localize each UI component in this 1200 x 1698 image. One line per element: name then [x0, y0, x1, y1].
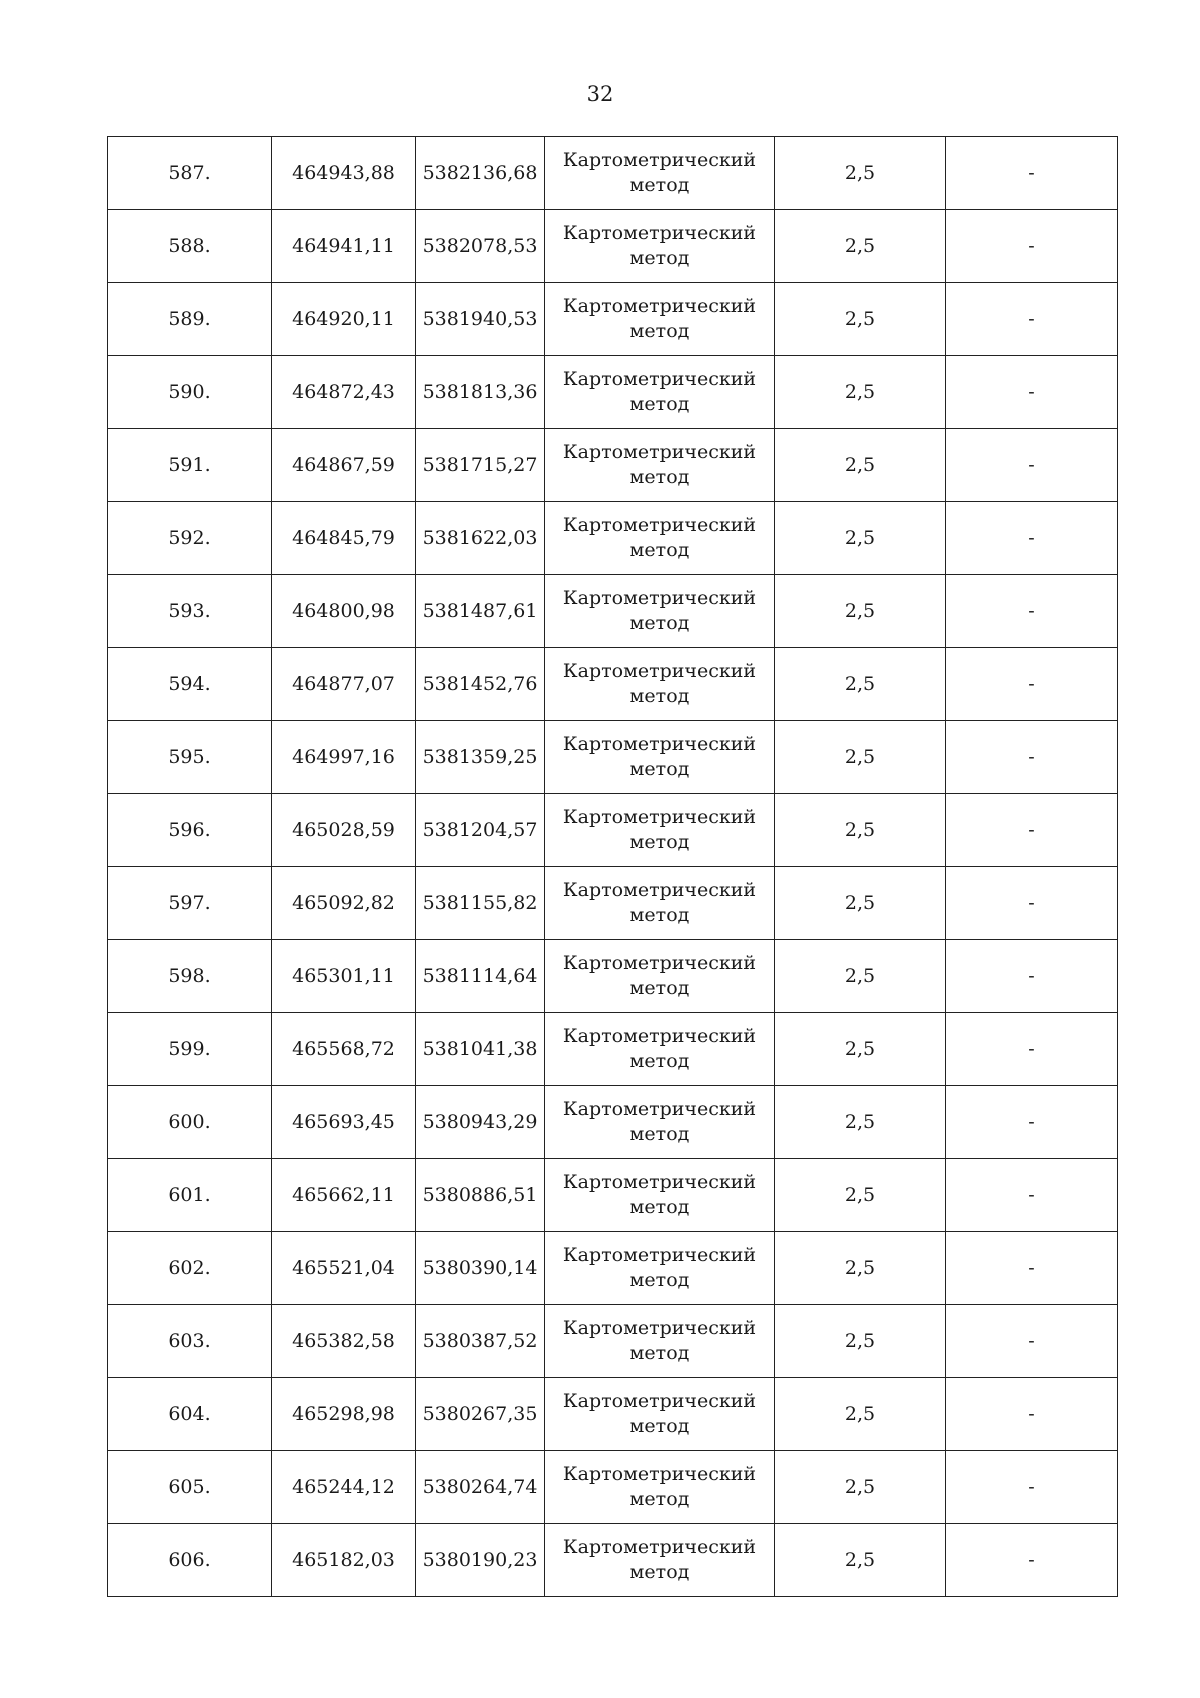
point-number-cell: 601. — [108, 1159, 272, 1232]
table-row — [108, 940, 1118, 1013]
note-cell: - — [946, 721, 1118, 794]
coordinates-table — [107, 136, 1118, 1597]
method-line-2: метод — [629, 393, 690, 415]
note-cell: - — [946, 648, 1118, 721]
y-coordinate-cell: 5381622,03 — [416, 502, 545, 575]
method-line-2: метод — [629, 1123, 690, 1145]
point-number-cell: 594. — [108, 648, 272, 721]
x-coordinate-cell: 464800,98 — [272, 575, 416, 648]
method-cell — [545, 210, 775, 283]
method-cell — [545, 648, 775, 721]
method-line-2: метод — [629, 685, 690, 707]
point-number-cell: 602. — [108, 1232, 272, 1305]
y-coordinate-cell: 5382136,68 — [416, 137, 545, 210]
point-number-cell: 587. — [108, 137, 272, 210]
y-coordinate-cell: 5381041,38 — [416, 1013, 545, 1086]
point-number-cell: 597. — [108, 867, 272, 940]
method-cell — [545, 1086, 775, 1159]
y-coordinate-cell: 5381114,64 — [416, 940, 545, 1013]
table-row — [108, 356, 1118, 429]
method-line-1: Картометрический — [562, 1463, 757, 1485]
note-cell: - — [946, 867, 1118, 940]
method-cell — [545, 1524, 775, 1597]
accuracy-cell: 2,5 — [775, 1013, 946, 1086]
table-row — [108, 283, 1118, 356]
table-row — [108, 1524, 1118, 1597]
method-line-1: Картометрический — [562, 1390, 757, 1412]
method-cell — [545, 356, 775, 429]
accuracy-cell: 2,5 — [775, 1159, 946, 1232]
method-cell — [545, 1232, 775, 1305]
method-line-1: Картометрический — [562, 806, 757, 828]
point-number-cell: 589. — [108, 283, 272, 356]
method-line-1: Картометрический — [562, 1098, 757, 1120]
note-cell: - — [946, 940, 1118, 1013]
note-cell: - — [946, 210, 1118, 283]
accuracy-cell: 2,5 — [775, 648, 946, 721]
accuracy-cell: 2,5 — [775, 940, 946, 1013]
note-cell: - — [946, 356, 1118, 429]
method-line-1: Картометрический — [562, 1171, 757, 1193]
y-coordinate-cell: 5381940,53 — [416, 283, 545, 356]
table-row — [108, 721, 1118, 794]
x-coordinate-cell: 465521,04 — [272, 1232, 416, 1305]
table-row — [108, 1378, 1118, 1451]
x-coordinate-cell: 464877,07 — [272, 648, 416, 721]
note-cell: - — [946, 429, 1118, 502]
coordinates-table-body — [108, 137, 1118, 1597]
method-line-2: метод — [629, 1561, 690, 1583]
table-row — [108, 137, 1118, 210]
y-coordinate-cell: 5381487,61 — [416, 575, 545, 648]
table-row — [108, 1451, 1118, 1524]
method-line-2: метод — [629, 612, 690, 634]
table-row — [108, 867, 1118, 940]
accuracy-cell: 2,5 — [775, 794, 946, 867]
method-cell — [545, 502, 775, 575]
method-line-2: метод — [629, 539, 690, 561]
point-number-cell: 592. — [108, 502, 272, 575]
method-line-1: Картометрический — [562, 368, 757, 390]
accuracy-cell: 2,5 — [775, 283, 946, 356]
point-number-cell: 598. — [108, 940, 272, 1013]
table-row — [108, 1305, 1118, 1378]
note-cell: - — [946, 1232, 1118, 1305]
accuracy-cell: 2,5 — [775, 1086, 946, 1159]
x-coordinate-cell: 465028,59 — [272, 794, 416, 867]
method-line-2: метод — [629, 1050, 690, 1072]
point-number-cell: 593. — [108, 575, 272, 648]
accuracy-cell: 2,5 — [775, 721, 946, 794]
method-cell — [545, 1013, 775, 1086]
x-coordinate-cell: 465301,11 — [272, 940, 416, 1013]
x-coordinate-cell: 465382,58 — [272, 1305, 416, 1378]
accuracy-cell: 2,5 — [775, 1451, 946, 1524]
method-line-1: Картометрический — [562, 1025, 757, 1047]
x-coordinate-cell: 464941,11 — [272, 210, 416, 283]
method-line-2: метод — [629, 247, 690, 269]
method-cell — [545, 867, 775, 940]
method-line-1: Картометрический — [562, 441, 757, 463]
y-coordinate-cell: 5380190,23 — [416, 1524, 545, 1597]
point-number-cell: 599. — [108, 1013, 272, 1086]
point-number-cell: 591. — [108, 429, 272, 502]
table-row — [108, 575, 1118, 648]
y-coordinate-cell: 5380264,74 — [416, 1451, 545, 1524]
method-line-1: Картометрический — [562, 222, 757, 244]
method-line-1: Картометрический — [562, 587, 757, 609]
method-cell — [545, 429, 775, 502]
accuracy-cell: 2,5 — [775, 1378, 946, 1451]
x-coordinate-cell: 464872,43 — [272, 356, 416, 429]
table-row — [108, 502, 1118, 575]
table-row — [108, 1013, 1118, 1086]
point-number-cell: 604. — [108, 1378, 272, 1451]
method-line-2: метод — [629, 1488, 690, 1510]
note-cell: - — [946, 137, 1118, 210]
note-cell: - — [946, 1305, 1118, 1378]
x-coordinate-cell: 465182,03 — [272, 1524, 416, 1597]
note-cell: - — [946, 1086, 1118, 1159]
y-coordinate-cell: 5381715,27 — [416, 429, 545, 502]
table-row — [108, 794, 1118, 867]
method-line-1: Картометрический — [562, 295, 757, 317]
note-cell: - — [946, 1159, 1118, 1232]
x-coordinate-cell: 464997,16 — [272, 721, 416, 794]
point-number-cell: 606. — [108, 1524, 272, 1597]
method-cell — [545, 721, 775, 794]
method-line-2: метод — [629, 977, 690, 999]
point-number-cell: 600. — [108, 1086, 272, 1159]
note-cell: - — [946, 1451, 1118, 1524]
method-cell — [545, 1305, 775, 1378]
accuracy-cell: 2,5 — [775, 429, 946, 502]
x-coordinate-cell: 465298,98 — [272, 1378, 416, 1451]
method-cell — [545, 137, 775, 210]
y-coordinate-cell: 5380390,14 — [416, 1232, 545, 1305]
y-coordinate-cell: 5380387,52 — [416, 1305, 545, 1378]
accuracy-cell: 2,5 — [775, 356, 946, 429]
method-line-2: метод — [629, 904, 690, 926]
method-line-2: метод — [629, 1342, 690, 1364]
accuracy-cell: 2,5 — [775, 137, 946, 210]
table-row — [108, 210, 1118, 283]
method-line-1: Картометрический — [562, 514, 757, 536]
x-coordinate-cell: 465244,12 — [272, 1451, 416, 1524]
y-coordinate-cell: 5380886,51 — [416, 1159, 545, 1232]
table-row — [108, 648, 1118, 721]
method-line-2: метод — [629, 174, 690, 196]
note-cell: - — [946, 575, 1118, 648]
x-coordinate-cell: 464920,11 — [272, 283, 416, 356]
accuracy-cell: 2,5 — [775, 575, 946, 648]
point-number-cell: 596. — [108, 794, 272, 867]
method-line-2: метод — [629, 1415, 690, 1437]
y-coordinate-cell: 5380943,29 — [416, 1086, 545, 1159]
point-number-cell: 588. — [108, 210, 272, 283]
note-cell: - — [946, 283, 1118, 356]
x-coordinate-cell: 465568,72 — [272, 1013, 416, 1086]
method-line-1: Картометрический — [562, 149, 757, 171]
x-coordinate-cell: 465092,82 — [272, 867, 416, 940]
y-coordinate-cell: 5381813,36 — [416, 356, 545, 429]
method-line-2: метод — [629, 1196, 690, 1218]
y-coordinate-cell: 5381452,76 — [416, 648, 545, 721]
method-line-2: метод — [629, 466, 690, 488]
accuracy-cell: 2,5 — [775, 1305, 946, 1378]
y-coordinate-cell: 5382078,53 — [416, 210, 545, 283]
method-cell — [545, 940, 775, 1013]
table-row — [108, 1232, 1118, 1305]
method-line-2: метод — [629, 758, 690, 780]
y-coordinate-cell: 5380267,35 — [416, 1378, 545, 1451]
point-number-cell: 603. — [108, 1305, 272, 1378]
method-cell — [545, 283, 775, 356]
x-coordinate-cell: 464867,59 — [272, 429, 416, 502]
method-line-2: метод — [629, 831, 690, 853]
note-cell: - — [946, 1013, 1118, 1086]
table-row — [108, 1159, 1118, 1232]
note-cell: - — [946, 1378, 1118, 1451]
point-number-cell: 605. — [108, 1451, 272, 1524]
method-line-1: Картометрический — [562, 1244, 757, 1266]
accuracy-cell: 2,5 — [775, 210, 946, 283]
accuracy-cell: 2,5 — [775, 1232, 946, 1305]
note-cell: - — [946, 502, 1118, 575]
accuracy-cell: 2,5 — [775, 502, 946, 575]
note-cell: - — [946, 794, 1118, 867]
method-line-1: Картометрический — [562, 879, 757, 901]
table-row — [108, 1086, 1118, 1159]
note-cell: - — [946, 1524, 1118, 1597]
x-coordinate-cell: 465693,45 — [272, 1086, 416, 1159]
accuracy-cell: 2,5 — [775, 867, 946, 940]
y-coordinate-cell: 5381155,82 — [416, 867, 545, 940]
x-coordinate-cell: 464845,79 — [272, 502, 416, 575]
method-cell — [545, 1378, 775, 1451]
method-line-1: Картометрический — [562, 952, 757, 974]
table-row — [108, 429, 1118, 502]
x-coordinate-cell: 464943,88 — [272, 137, 416, 210]
method-line-2: метод — [629, 1269, 690, 1291]
method-line-1: Картометрический — [562, 1317, 757, 1339]
x-coordinate-cell: 465662,11 — [272, 1159, 416, 1232]
y-coordinate-cell: 5381204,57 — [416, 794, 545, 867]
method-line-1: Картометрический — [562, 733, 757, 755]
point-number-cell: 595. — [108, 721, 272, 794]
method-line-2: метод — [629, 320, 690, 342]
method-cell — [545, 1451, 775, 1524]
method-cell — [545, 1159, 775, 1232]
point-number-cell: 590. — [108, 356, 272, 429]
method-cell — [545, 575, 775, 648]
method-line-1: Картометрический — [562, 1536, 757, 1558]
y-coordinate-cell: 5381359,25 — [416, 721, 545, 794]
method-cell — [545, 794, 775, 867]
method-line-1: Картометрический — [562, 660, 757, 682]
page-number: 32 — [586, 82, 614, 106]
accuracy-cell: 2,5 — [775, 1524, 946, 1597]
